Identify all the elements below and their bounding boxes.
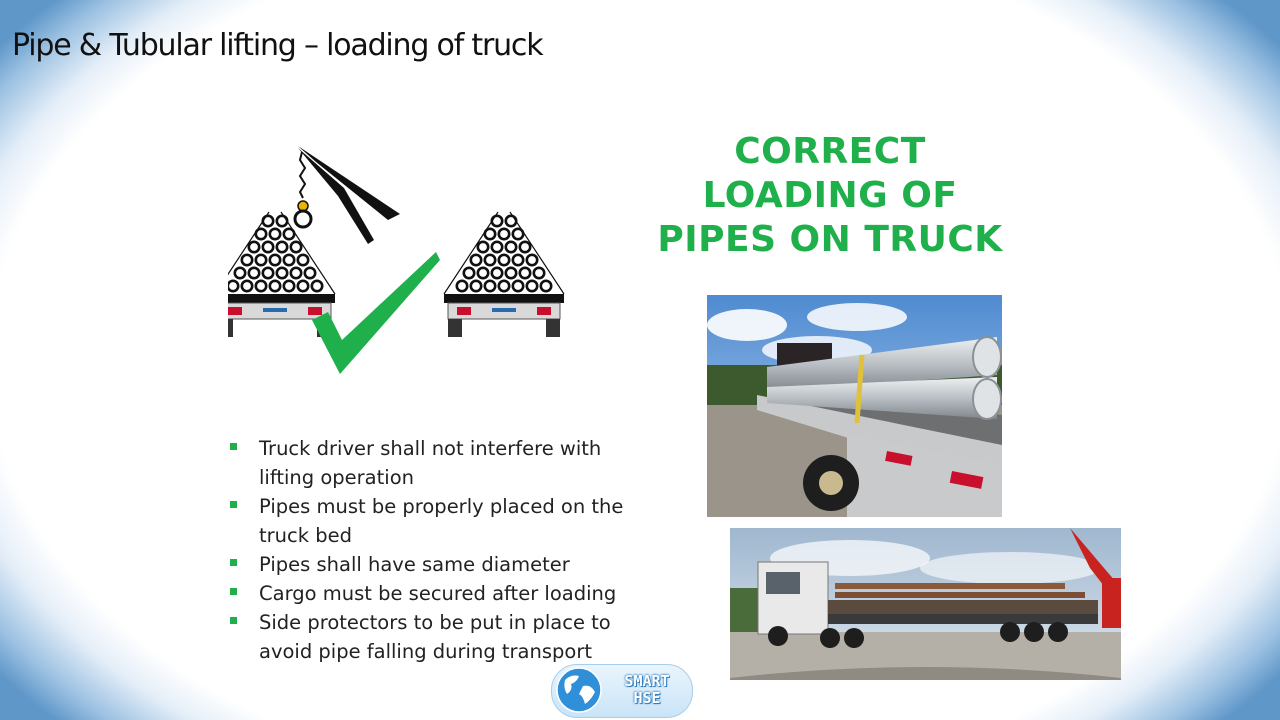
bullet-item (230, 492, 650, 550)
bullet-item (230, 550, 650, 579)
bullet-item (230, 608, 650, 666)
crane-icon (295, 146, 400, 244)
bullet-text: Pipes shall have same diameter (259, 553, 570, 576)
loaded-truck-right-icon (444, 212, 564, 337)
bullet-text: Truck driver shall not interfere with lifting operation (259, 437, 602, 489)
bullet-square-icon (230, 501, 237, 508)
bullet-square-icon (230, 617, 237, 624)
bullet-item (230, 434, 650, 492)
logo-line-2: HSE (633, 689, 661, 707)
headline-line-1: CORRECT (734, 131, 926, 172)
bullet-text: Pipes must be properly placed on the truck bed (259, 495, 624, 547)
crane-loading-pipes-illustration (228, 140, 578, 380)
bullet-item (230, 579, 650, 608)
slide-title: Pipe & Tubular lifting – loading of truck (12, 28, 543, 63)
headline-line-3: PIPES ON TRUCK (657, 219, 1003, 260)
globe-icon (555, 666, 603, 714)
logo-text (607, 673, 687, 707)
smart-hse-logo (551, 664, 691, 716)
bullet-square-icon (230, 559, 237, 566)
headline-line-2: LOADING OF (702, 175, 958, 216)
bullet-text: Cargo must be secured after loading (259, 582, 617, 605)
headline (630, 130, 1030, 262)
bullet-list (230, 434, 650, 666)
pipes-on-flatbed-photo (707, 295, 1002, 517)
logo-line-1: SMART (624, 672, 670, 690)
bullet-text: Side protectors to be put in place to avoid pipe falling during transport (259, 611, 611, 663)
truck-with-pipes-photo (730, 528, 1121, 680)
bullet-square-icon (230, 588, 237, 595)
bullet-square-icon (230, 443, 237, 450)
